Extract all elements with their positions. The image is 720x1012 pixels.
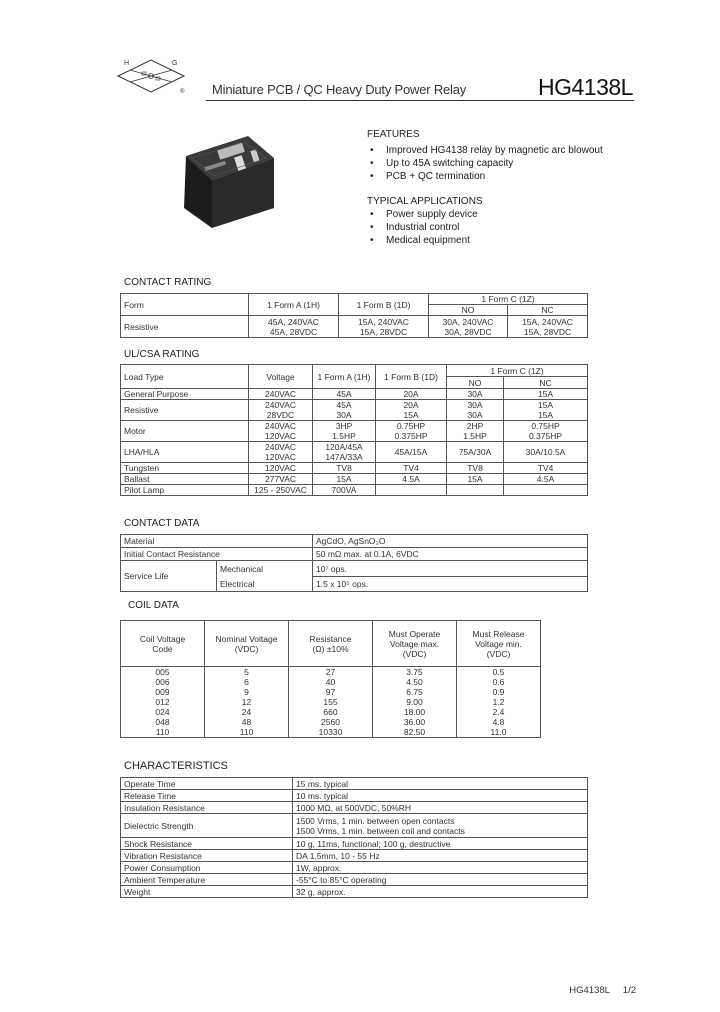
characteristics-body xyxy=(121,778,588,898)
form-c-no-cell xyxy=(447,485,504,496)
list-item: • PCB + QC termination xyxy=(370,171,603,184)
load-type-cell: Ballast xyxy=(121,474,249,485)
characteristic-value: DA 1.5mm, 10 - 55 Hz xyxy=(293,850,588,862)
form-a-header: 1 Form A (1H) xyxy=(249,294,339,316)
table-row xyxy=(121,802,588,814)
characteristic-label: Power Consumption xyxy=(121,862,293,874)
characteristic-value: 15 ms. typical xyxy=(293,778,588,790)
footer xyxy=(569,985,636,996)
voltage-cell: 240VAC 120VAC xyxy=(249,442,313,463)
table-row xyxy=(121,838,588,850)
must-release-cell: 1.2 xyxy=(457,697,541,707)
resistive-label: Resistive xyxy=(121,316,249,338)
form-a-value: 45A, 240VAC 45A, 28VDC xyxy=(249,316,339,338)
list-item: • Power supply device xyxy=(370,209,478,222)
nominal-voltage-cell: 9 xyxy=(205,687,289,697)
must-release-cell: 4.8 xyxy=(457,717,541,727)
voltage-cell: 240VAC 28VDC xyxy=(249,400,313,421)
material-value: AgCdO, AgSnO₂O xyxy=(313,535,588,548)
characteristic-value: 1500 Vrms, 1 min. between open contacts 1500 Vrms, 1 min. between coil and contacts xyxy=(293,814,588,838)
coil-code-cell: 009 xyxy=(121,687,205,697)
nominal-voltage-cell: 6 xyxy=(205,677,289,687)
form-b-cell: 4.5A xyxy=(376,474,447,485)
must-operate-cell: 18.00 xyxy=(373,707,457,717)
coil-data-body xyxy=(121,667,541,738)
coil-data-table xyxy=(120,620,541,738)
form-b-cell xyxy=(376,485,447,496)
form-b-cell: 0.75HP 0.375HP xyxy=(376,421,447,442)
form-c-nc-cell: 15A xyxy=(504,389,588,400)
must-operate-cell: 6.75 xyxy=(373,687,457,697)
applications-list xyxy=(370,209,478,247)
load-type-cell: Pilot Lamp xyxy=(121,485,249,496)
must-release-cell: 2.4 xyxy=(457,707,541,717)
table-row xyxy=(121,778,588,790)
form-c-no-value: 30A, 240VAC 30A, 28VDC xyxy=(429,316,508,338)
nominal-voltage-cell: 12 xyxy=(205,697,289,707)
nc-header: NC xyxy=(504,377,588,389)
voltage-header: Voltage xyxy=(249,365,313,389)
must-release-cell: 11.0 xyxy=(457,727,541,738)
applications-title: TYPICAL APPLICATIONS xyxy=(367,196,483,207)
load-type-header: Load Type xyxy=(121,365,249,389)
coil-code-cell: 110 xyxy=(121,727,205,738)
table-row xyxy=(121,677,541,687)
electrical-value: 1.5 x 10⁵ ops. xyxy=(313,577,588,592)
table-row xyxy=(121,667,541,678)
form-c-nc-value: 15A, 240VAC 15A, 28VDC xyxy=(508,316,588,338)
table-row xyxy=(121,717,541,727)
must-operate-cell: 4.50 xyxy=(373,677,457,687)
icr-label: Initial Contact Resistance xyxy=(121,548,313,561)
characteristic-value: 1000 MΩ, at 500VDC, 50%RH xyxy=(293,802,588,814)
resistance-cell: 10330 xyxy=(289,727,373,738)
service-life-label: Service Life xyxy=(121,561,217,592)
resistance-cell: 155 xyxy=(289,697,373,707)
form-c-no-cell: 30A xyxy=(447,389,504,400)
characteristic-label: Dielectric Strength xyxy=(121,814,293,838)
table-row xyxy=(121,886,588,898)
mechanical-label: Mechanical xyxy=(217,561,313,577)
characteristics-title: CHARACTERISTICS xyxy=(124,760,228,772)
resistance-cell: 97 xyxy=(289,687,373,697)
voltage-cell: 277VAC xyxy=(249,474,313,485)
table-row xyxy=(121,727,541,738)
characteristic-label: Vibration Resistance xyxy=(121,850,293,862)
table-row xyxy=(121,463,588,474)
contact-data-table xyxy=(120,534,588,592)
no-header: NO xyxy=(429,305,508,316)
form-c-no-cell: 30A 30A xyxy=(447,400,504,421)
form-b-cell: 20A 15A xyxy=(376,400,447,421)
characteristic-label: Ambient Temperature xyxy=(121,874,293,886)
nominal-voltage-cell: 110 xyxy=(205,727,289,738)
table-row xyxy=(121,874,588,886)
page-number: 1/2 xyxy=(622,985,636,996)
features-title: FEATURES xyxy=(367,129,420,140)
list-item: • Up to 45A switching capacity xyxy=(370,158,603,171)
icr-value: 50 mΩ max. at 0.1A, 6VDC xyxy=(313,548,588,561)
table-row xyxy=(121,687,541,697)
characteristics-table xyxy=(120,777,588,898)
voltage-cell: 125 - 250VAC xyxy=(249,485,313,496)
ul-csa-body xyxy=(121,389,588,496)
characteristic-label: Release Time xyxy=(121,790,293,802)
form-a-cell: 45A xyxy=(313,389,376,400)
list-item: • Medical equipment xyxy=(370,235,478,248)
ul-csa-title: UL/CSA RATING xyxy=(124,349,200,360)
must-operate-cell: 3.75 xyxy=(373,667,457,678)
table-row xyxy=(121,400,588,421)
nominal-voltage-cell: 24 xyxy=(205,707,289,717)
load-type-cell: General Purpose xyxy=(121,389,249,400)
form-b-cell: 20A xyxy=(376,389,447,400)
resistance-cell: 2560 xyxy=(289,717,373,727)
form-b-cell: 45A/15A xyxy=(376,442,447,463)
list-item: • Industrial control xyxy=(370,222,478,235)
coil-code-cell: 024 xyxy=(121,707,205,717)
form-a-cell: 15A xyxy=(313,474,376,485)
coil-code-cell: 006 xyxy=(121,677,205,687)
coil-code-cell: 005 xyxy=(121,667,205,678)
characteristic-value: -55°C to 85°C operating xyxy=(293,874,588,886)
must-operate-header: Must Operate Voltage max. (VDC) xyxy=(373,621,457,667)
resistance-cell: 40 xyxy=(289,677,373,687)
features-list xyxy=(370,145,603,183)
load-type-cell: Resistive xyxy=(121,400,249,421)
form-c-nc-cell: 30A/10.5A xyxy=(504,442,588,463)
nominal-voltage-cell: 48 xyxy=(205,717,289,727)
form-c-nc-cell xyxy=(504,485,588,496)
document-subtitle: Miniature PCB / QC Heavy Duty Power Relay xyxy=(212,82,467,97)
form-b-value: 15A, 240VAC 15A, 28VDC xyxy=(339,316,429,338)
form-c-no-cell: 15A xyxy=(447,474,504,485)
form-b-cell: TV4 xyxy=(376,463,447,474)
electrical-label: Electrical xyxy=(217,577,313,592)
part-number-title: HG4138L xyxy=(538,74,633,100)
table-row xyxy=(121,697,541,707)
form-c-header: 1 Form C (1Z) xyxy=(429,294,588,305)
table-row xyxy=(121,442,588,463)
nominal-voltage-cell: 5 xyxy=(205,667,289,678)
header-rule xyxy=(206,100,634,101)
load-type-cell: Motor xyxy=(121,421,249,442)
coil-code-cell: 012 xyxy=(121,697,205,707)
table-row xyxy=(121,485,588,496)
logo-letter-g: G xyxy=(172,60,178,67)
characteristic-label: Insulation Resistance xyxy=(121,802,293,814)
nc-header: NC xyxy=(508,305,588,316)
form-a-cell: 700VA xyxy=(313,485,376,496)
table-row xyxy=(121,421,588,442)
characteristic-label: Shock Resistance xyxy=(121,838,293,850)
must-operate-cell: 36.00 xyxy=(373,717,457,727)
table-row xyxy=(121,862,588,874)
contact-data-title: CONTACT DATA xyxy=(124,518,200,529)
must-release-cell: 0.5 xyxy=(457,667,541,678)
relay-photo xyxy=(178,128,278,230)
table-row xyxy=(121,814,588,838)
must-release-cell: 0.9 xyxy=(457,687,541,697)
form-c-no-cell: 75A/30A xyxy=(447,442,504,463)
form-c-nc-cell: 4.5A xyxy=(504,474,588,485)
mechanical-value: 10⁷ ops. xyxy=(313,561,588,577)
no-header: NO xyxy=(447,377,504,389)
form-c-no-cell: 2HP 1.5HP xyxy=(447,421,504,442)
nominal-voltage-header: Nominal Voltage (VDC) xyxy=(205,621,289,667)
contact-rating-title: CONTACT RATING xyxy=(124,277,212,288)
voltage-cell: 240VAC 120VAC xyxy=(249,421,313,442)
form-a-cell: 45A 30A xyxy=(313,400,376,421)
characteristic-value: 10 ms. typical xyxy=(293,790,588,802)
voltage-cell: 240VAC xyxy=(249,389,313,400)
contact-rating-table xyxy=(120,293,588,338)
form-b-header: 1 Form B (1D) xyxy=(376,365,447,389)
characteristic-value: 10 g, 11ms, functional; 100 g, destructive xyxy=(293,838,588,850)
load-type-cell: LHA/HLA xyxy=(121,442,249,463)
table-row xyxy=(121,790,588,802)
form-c-no-cell: TV8 xyxy=(447,463,504,474)
table-row xyxy=(121,474,588,485)
resistance-cell: 27 xyxy=(289,667,373,678)
form-c-nc-cell: 15A 15A xyxy=(504,400,588,421)
form-label: Form xyxy=(121,294,249,316)
material-label: Material xyxy=(121,535,313,548)
resistance-header: Resistance (Ω) ±10% xyxy=(289,621,373,667)
list-item: • Improved HG4138 relay by magnetic arc blowout xyxy=(370,145,603,158)
resistance-cell: 660 xyxy=(289,707,373,717)
characteristic-label: Operate Time xyxy=(121,778,293,790)
characteristic-value: 32 g, approx. xyxy=(293,886,588,898)
form-b-header: 1 Form B (1D) xyxy=(339,294,429,316)
characteristic-value: 1W, approx. xyxy=(293,862,588,874)
coil-data-title: COIL DATA xyxy=(128,600,179,611)
voltage-cell: 120VAC xyxy=(249,463,313,474)
characteristic-label: Weight xyxy=(121,886,293,898)
coil-code-header: Coil Voltage Code xyxy=(121,621,205,667)
table-row xyxy=(121,850,588,862)
company-logo xyxy=(108,56,194,96)
coil-code-cell: 048 xyxy=(121,717,205,727)
table-row xyxy=(121,707,541,717)
form-c-header: 1 Form C (1Z) xyxy=(447,365,588,377)
footer-part-number: HG4138L xyxy=(569,985,610,996)
must-operate-cell: 82.50 xyxy=(373,727,457,738)
table-row xyxy=(121,389,588,400)
must-release-header: Must Release Voltage min. (VDC) xyxy=(457,621,541,667)
form-c-nc-cell: TV4 xyxy=(504,463,588,474)
must-operate-cell: 9.00 xyxy=(373,697,457,707)
form-a-cell: TV8 xyxy=(313,463,376,474)
ul-csa-table xyxy=(120,364,588,496)
form-c-nc-cell: 0.75HP 0.375HP xyxy=(504,421,588,442)
load-type-cell: Tungsten xyxy=(121,463,249,474)
form-a-cell: 3HP 1.5HP xyxy=(313,421,376,442)
form-a-header: 1 Form A (1H) xyxy=(313,365,376,389)
registered-mark: ® xyxy=(180,89,185,95)
must-release-cell: 0.6 xyxy=(457,677,541,687)
form-a-cell: 120A/45A 147A/33A xyxy=(313,442,376,463)
logo-letter-h: H xyxy=(124,60,130,67)
